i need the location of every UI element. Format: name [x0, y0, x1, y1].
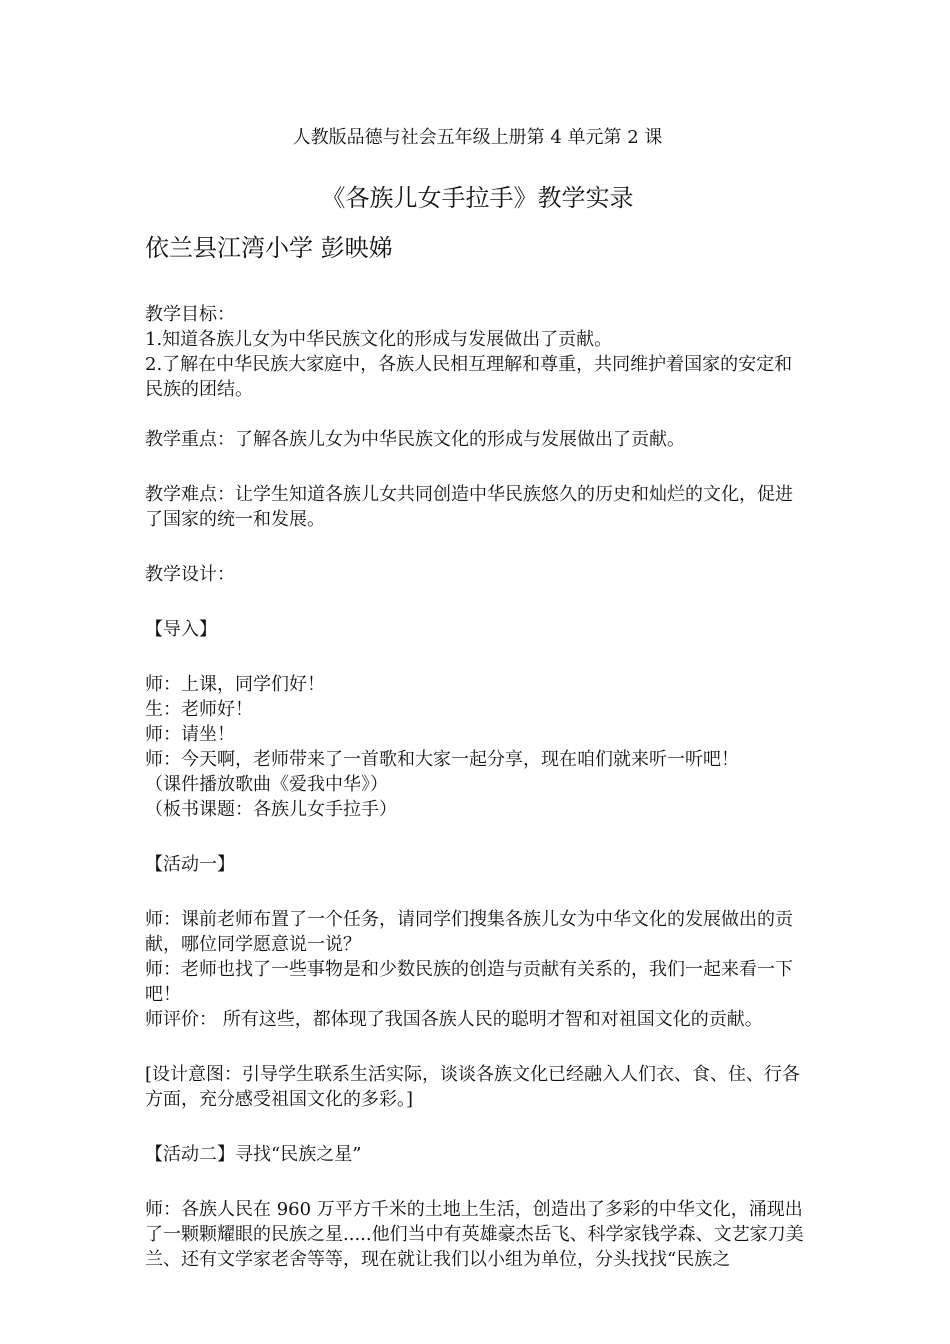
dialogue-line: 师评价： 所有这些，都体现了我国各族人民的聪明才智和对祖国文化的贡献。: [145, 1009, 763, 1030]
document-title: 《各族儿女手拉手》教学实录: [321, 184, 634, 212]
objectives-heading: 教学目标：: [145, 304, 235, 325]
stage-direction: （课件播放歌曲《爱我中华》）: [145, 774, 388, 795]
intro-heading: 【导入】: [145, 619, 217, 640]
objective-item: 1.知道各族儿女为中华民族文化的形成与发展做出了贡献。: [145, 329, 613, 350]
dialogue-line: 师：上课，同学们好！: [145, 674, 325, 695]
difficulty: 教学难点：让学生知道各族儿女共同创造中华民族悠久的历史和灿烂的文化，促进了国家的统一和发展。: [145, 484, 793, 530]
lesson-subtitle: 人教版品德与社会五年级上册第 4 单元第 2 课: [292, 127, 663, 148]
objective-item: 2.了解在中华民族大家庭中，各族人民相互理解和尊重，共同维护着国家的安定和民族的团结。: [145, 354, 793, 400]
dialogue-line: 师：老师也找了一些事物是和少数民族的创造与贡献有关系的，我们一起来看一下吧！: [145, 959, 793, 1005]
activity2-heading: 【活动二】寻找“民族之星”: [145, 1144, 362, 1165]
author-line: 依兰县江湾小学 彭映娣: [145, 234, 393, 262]
dialogue-line: 师：今天啊，老师带来了一首歌和大家一起分享，现在咱们就来听一听吧！: [145, 749, 739, 770]
stage-direction: （板书课题：各族儿女手拉手）: [145, 799, 397, 820]
dialogue-line: 师：各族人民在 960 万平方千米的土地上生活，创造出了多彩的中华文化，涌现出了一颗颗耀眼的民族之星.....他们当中有英雄豪杰岳飞、科学家钱学森、文艺家刀美兰、还有文学家老舍等等，现在就让我们以小组为单位，分头找找“民族之: [145, 1199, 804, 1270]
design-intent: [设计意图：引导学生联系生活实际，谈谈各族文化已经融入人们衣、食、住、行各方面，充分感受祖国文化的多彩。]: [145, 1064, 801, 1110]
activity1-heading: 【活动一】: [145, 854, 235, 875]
document-body: [145, 302, 810, 1272]
key-point: 教学重点：了解各族儿女为中华民族文化的形成与发展做出了贡献。: [145, 429, 685, 450]
dialogue-line: 师：请坐！: [145, 724, 235, 745]
dialogue-line: 师：课前老师布置了一个任务，请同学们搜集各族儿女为中华文化的发展做出的贡献，哪位同学愿意说一说？: [145, 909, 793, 955]
dialogue-line: 生：老师好！: [145, 699, 253, 720]
design-heading: 教学设计：: [145, 564, 235, 585]
